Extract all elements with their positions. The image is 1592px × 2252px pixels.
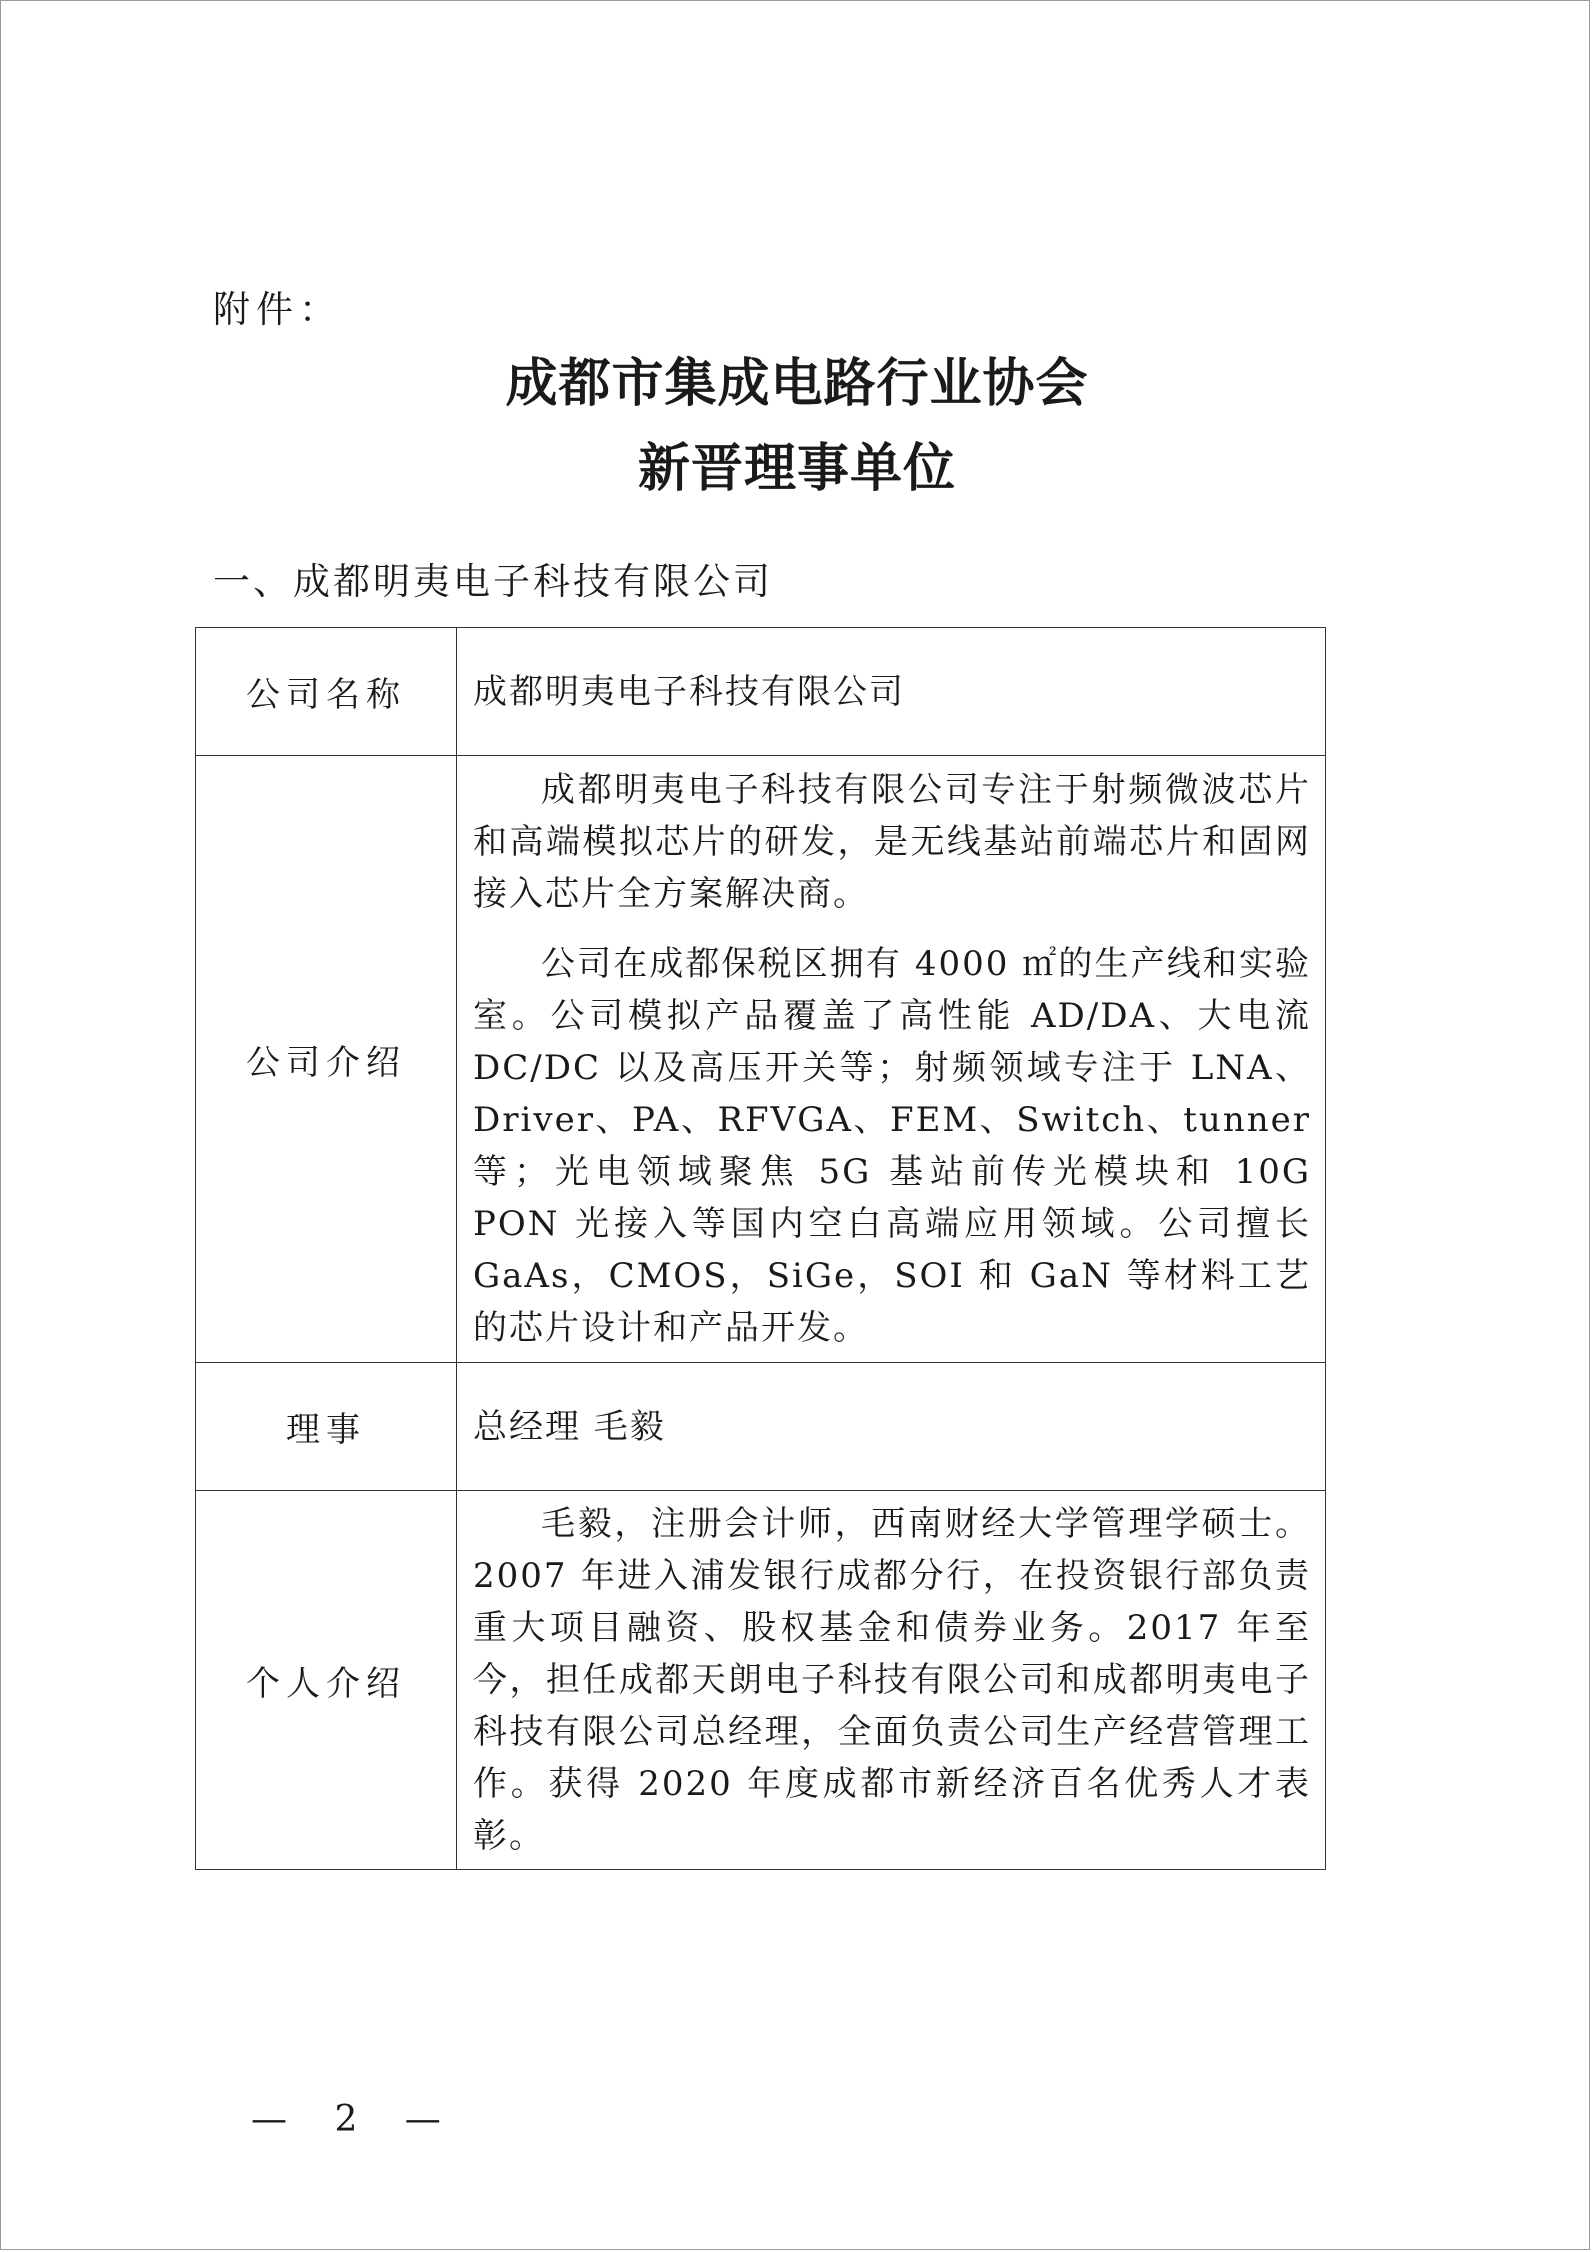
page-number: — 2 —: [251, 2099, 459, 2140]
director-value: 总经理 毛毅: [457, 1363, 1326, 1491]
section-heading: 一、成都明夷电子科技有限公司: [213, 560, 773, 603]
table-row-company-intro: [196, 756, 1326, 1363]
company-intro-cell: [457, 756, 1326, 1363]
document-title-line1: 成都市集成电路行业协会: [505, 353, 1089, 414]
director-label: 理事: [196, 1363, 457, 1491]
profile-label: 个人介绍: [196, 1491, 457, 1870]
company-info-table: [195, 627, 1326, 1870]
table-row-profile: [196, 1491, 1326, 1870]
company-name-label: 公司名称: [196, 628, 457, 756]
company-intro-paragraph-1: 成都明夷电子科技有限公司专注于射频微波芯片和高端模拟芯片的研发，是无线基站前端芯片和固网接入芯片全方案解决商。: [473, 770, 1311, 914]
company-intro-paragraph-2: 公司在成都保税区拥有 4000 ㎡的生产线和实验室。公司模拟产品覆盖了高性能 AD/DA、大电流 DC/DC 以及高压开关等；射频领域专注于 LNA、Driver、PA、RFVGA、FEM、Switch、tunner 等；光电领域聚焦 5G 基站前传光模块和 10G PON 光接入等国内空白高端应用领域。公司擅长 GaAs，CMOS，SiGe，SOI 和 GaN 等材料工艺的芯片设计和产品开发。: [473, 944, 1311, 1348]
company-intro-label: 公司介绍: [196, 756, 457, 1363]
attachment-label: 附件：: [213, 288, 342, 331]
table-row-director: [196, 1363, 1326, 1491]
profile-cell: [457, 1491, 1326, 1870]
table-row-company-name: [196, 628, 1326, 756]
profile-paragraph: 毛毅，注册会计师，西南财经大学管理学硕士。2007 年进入浦发银行成都分行，在投资银行部负责重大项目融资、股权基金和债券业务。2017 年至今，担任成都天朗电子科技有限公司和成都明夷电子科技有限公司总经理，全面负责公司生产经营管理工作。获得 2020 年度成都市新经济百名优秀人才表彰。: [473, 1504, 1311, 1856]
document-title-line2: 新晋理事单位: [637, 438, 956, 499]
company-name-value: 成都明夷电子科技有限公司: [457, 628, 1326, 756]
